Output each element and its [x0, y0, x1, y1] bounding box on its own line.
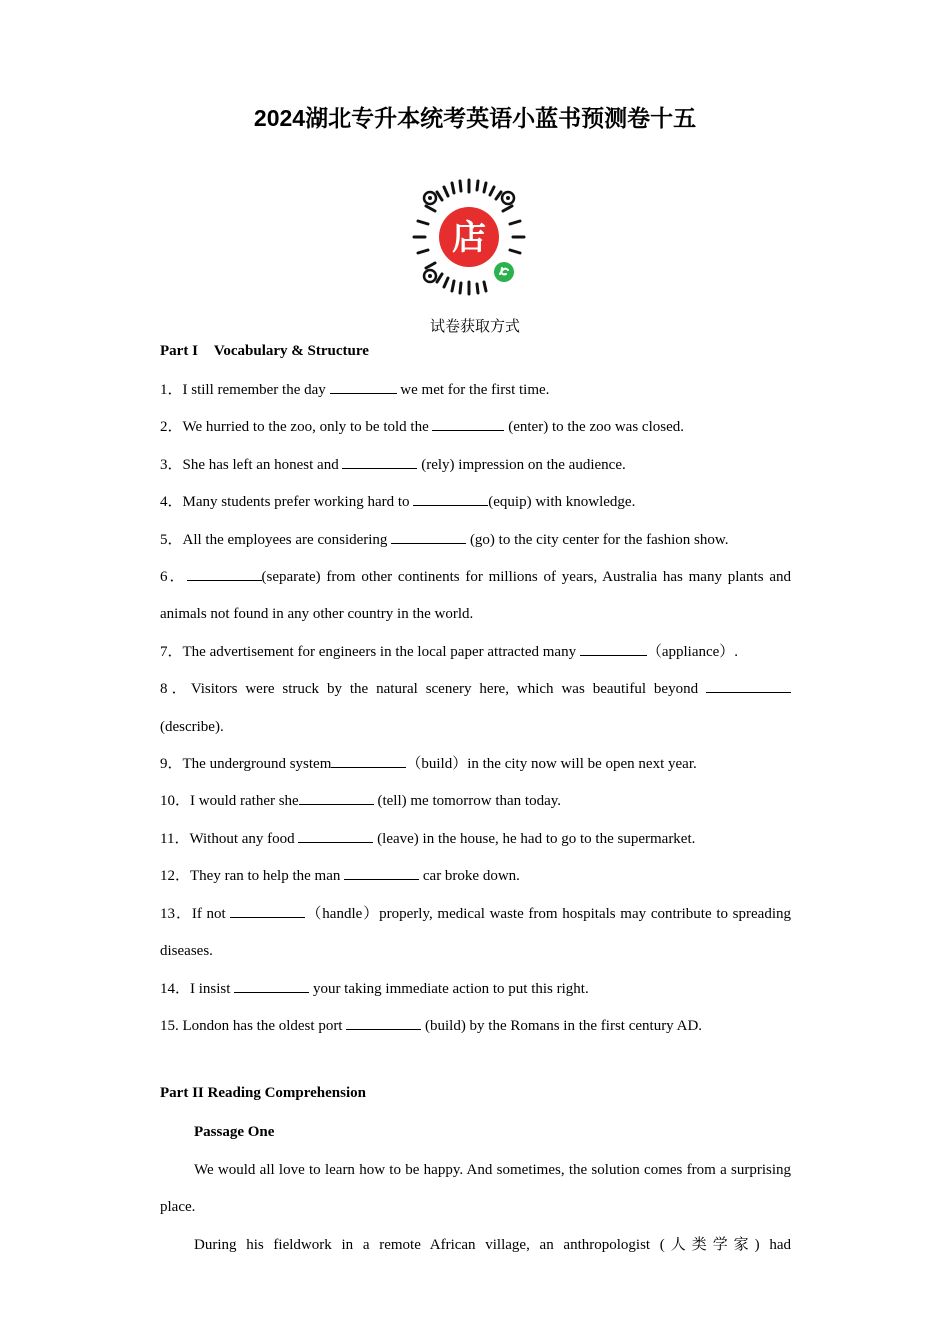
question-8: 8．Visitors were struck by the natural scenery here, which was beautiful beyond (describe). [160, 671, 791, 746]
question-9: 9．The underground system （build）in the city now will be open next year. [160, 746, 791, 783]
question-13: 13．If not （handle）properly, medical waste from hospitals may contribute to spreading diseases. [160, 896, 791, 971]
answer-blank [432, 415, 504, 431]
question-1: 1．I still remember the day we met for the first time. [160, 372, 791, 409]
question-15: 15. London has the oldest port (build) by the Romans in the first century AD. [160, 1008, 791, 1045]
question-7: 7．The advertisement for engineers in the local paper attracted many （appliance）. [160, 634, 791, 671]
passage-title: Passage One [194, 1124, 275, 1141]
answer-blank [299, 789, 374, 805]
answer-blank [234, 977, 309, 993]
question-12: 12．They ran to help the man car broke down. [160, 858, 791, 895]
answer-blank [413, 490, 488, 506]
page-title: 2024湖北专升本统考英语小蓝书预测卷十五 [253, 105, 697, 131]
question-5: 5．All the employees are considering (go) to the city center for the fashion show. [160, 522, 791, 559]
answer-blank [298, 827, 373, 843]
question-6: 6． (separate) from other continents for millions of years, Australia has many plants and animals not found in any other country in the world. [160, 559, 791, 634]
qr-logo-text: 店 [452, 218, 486, 258]
answer-blank [580, 640, 647, 656]
answer-blank [344, 864, 419, 880]
mini-program-qr-code [408, 176, 530, 298]
answer-blank [331, 752, 406, 768]
answer-blank [342, 453, 417, 469]
question-11: 11．Without any food (leave) in the house, he had to go to the supermarket. [160, 821, 791, 858]
part2-heading: Part II Reading Comprehension [160, 1085, 366, 1102]
question-3: 3．She has left an honest and (rely) impression on the audience. [160, 447, 791, 484]
answer-blank [391, 528, 466, 544]
passage-paragraph: During his fieldwork in a remote African village, an anthropologist (人类学家) had [194, 1236, 791, 1253]
question-2: 2．We hurried to the zoo, only to be told the (enter) to the zoo was closed. [160, 409, 791, 446]
answer-blank [187, 565, 262, 581]
question-14: 14．I insist your taking immediate action to put this right. [160, 971, 791, 1008]
answer-blank [330, 378, 397, 394]
answer-blank [706, 677, 791, 693]
question-10: 10．I would rather she (tell) me tomorrow than today. [160, 783, 791, 820]
passage-paragraph: We would all love to learn how to be happy. And sometimes, the solution comes from a surprising place. [160, 1161, 791, 1216]
document-body [160, 340, 791, 1264]
answer-blank [346, 1014, 421, 1030]
question-4: 4．Many students prefer working hard to (equip) with knowledge. [160, 484, 791, 521]
answer-blank [230, 902, 305, 918]
part1-heading: Part I Vocabulary & Structure [160, 343, 369, 359]
qr-caption: 试卷获取方式 [429, 319, 520, 335]
